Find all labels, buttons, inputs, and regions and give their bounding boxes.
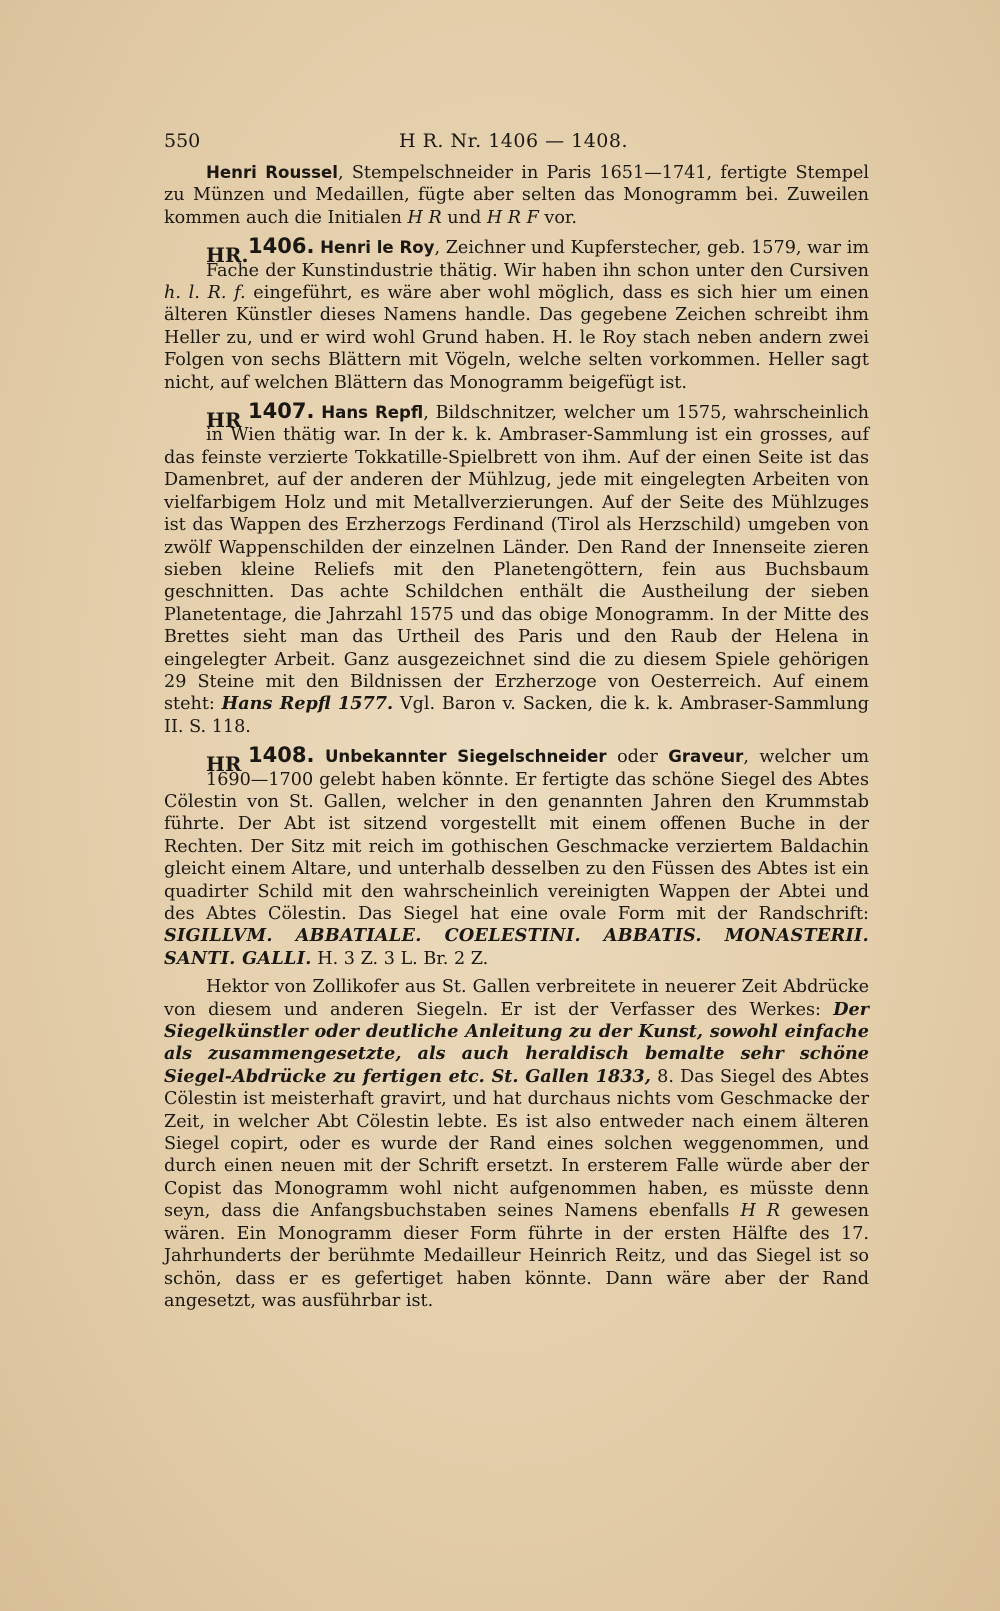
entry-number: 1407. (248, 399, 315, 424)
entry-number: 1406. (248, 234, 315, 259)
book-title: Der Siegelkünstler oder deutliche Anleitung zu der Kunst, sowohl einfache als zusammengesetzte, als auch heraldisch bemalte sehr schöne Siegel-Abdrücke zu fertigen etc. St. Gallen 1833, (164, 998, 869, 1087)
inscription: Hans Repfl 1577. (221, 693, 394, 715)
entry-1407: HR 1407. Hans Repfl, Bildschnitzer, welcher um 1575, wahrscheinlich in Wien thätig war. In der k. k. Ambraser-Sammlung ist ein grosses, auf das feinste verzierte Tokkatille-Spielbrett von ihm. Auf der einen Seite ist das Damenbret, auf der anderen der Mühlzug, jede mit eingelegten Arbeiten von vielfarbigem Holz und mit Metallverzierungen. Auf der Seite des Mühlzuges ist das Wappen des Erzherzogs Ferdinand (Tirol als Herzschild) umgeben von zwölf Wappenschilden der einzelnen Länder. Den Rand der Innenseite zieren sieben kleine Reliefs mit den Planetengöttern, fein aus Buchsbaum geschnitten. Das achte Schildchen enthält die Austheilung der sieben Planetentage, die Jahrzahl 1575 und das obige Monogramm. In der Mitte des Brettes sieht man das Urtheil des Paris und den Raub der Helena in eingelegter Arbeit. Ganz ausgezeichnet sind die zu diesem Spiele gehörigen 29 Steine mit den Bildnissen der Erzherzoge von Oesterreich. Auf einem steht: Hans Repfl 1577. Vgl. Baron v. Sacken, die k. k. Ambraser-Sammlung II. S. 118. (164, 399, 869, 737)
entry-number: 1408. (248, 743, 315, 768)
monogram-1408: HR (206, 752, 242, 777)
monogram-1407: HR (206, 408, 242, 433)
monogram-1406: HR. (206, 243, 249, 268)
seal-legend: SIGILLVM. ABBATIALE. COELESTINI. ABBATIS. MONASTERII. SANTI. GALLI. (164, 925, 869, 969)
entry-name: Henri Roussel (206, 163, 338, 182)
entry-name: Unbekannter Siegelschneider (324, 747, 607, 767)
running-title: H R. Nr. 1406 — 1408. (399, 130, 629, 152)
entry-1408: HR 1408. Unbekannter Siegelschneider oder Graveur, welcher um 1690—1700 gelebt haben könnte. Er fertigte das schöne Siegel des Abtes Cölestin von St. Gallen, welcher in den genannten Jahren den Krummstab führte. Der Abt ist sitzend vorgestellt mit einem offenen Buche in der Rechten. Der Sitz mit reich im gothischen Geschmacke verziertem Baldachin gleicht einem Altare, und unterhalb desselben zu den Füssen des Abtes ist ein quadirter Schild mit den wahrscheinlich vereinigten Wappen der Abtei und des Abtes Cölestin. Das Siegel hat eine ovale Form mit der Randschrift: SIGILLVM. ABBATIALE. COELESTINI. ABBATIS. MONASTERII. SANTI. GALLI. H. 3 Z. 3 L. Br. 2 Z. (164, 743, 869, 969)
entry-name: Hans Repfl (321, 403, 424, 423)
entry-henri-roussel: Henri Roussel, Stempelschneider in Paris 1651—1741, fertigte Stempel zu Münzen und Medaillen, fügte aber selten das Monogramm bei. Zuweilen kommen auch die Initialen H R und H R F vor. (164, 163, 869, 228)
entry-name: Henri le Roy (320, 238, 435, 258)
running-header (164, 130, 869, 162)
entry-1406: HR. 1406. Henri le Roy, Zeichner und Kupferstecher, geb. 1579, war im Fache der Kunstindustrie thätig. Wir haben ihn schon unter den Cursiven h. l. R. f. eingeführt, es wäre aber wohl möglich, dass es sich hier um einen älteren Künstler dieses Namens handle. Das gegebene Zeichen schreibt ihm Heller zu, und er wird wohl Grund haben. H. le Roy stach neben andern zwei Folgen von sechs Blättern mit Vögeln, welche selten vorkommen. Heller sagt nicht, auf welchen Blättern das Monogramm beigefügt ist. (164, 234, 870, 393)
page-number: 550 (164, 130, 201, 152)
paragraph-zollikofer: Hektor von Zollikofer aus St. Gallen verbreitete in neuerer Zeit Abdrücke von diesem und anderen Siegeln. Er ist der Verfasser des Werkes: Der Siegelkünstler oder deutliche Anleitung zu der Kunst, sowohl einfache als zusammengesetzte, als auch heraldisch bemalte sehr schöne Siegel-Abdrücke zu fertigen etc. St. Gallen 1833, 8. Das Siegel des Abtes Cölestin ist meisterhaft gravirt, und hat durchaus nichts vom Geschmacke der Zeit, in welcher Abt Cölestin lebte. Es ist also entweder nach einem älteren Siegel copirt, oder es wurde der Rand eines solchen weggenommen, und durch einen neuen mit der Schrift ersetzt. In ersterem Falle würde aber der Copist das Monogramm wohl nicht aufgenommen haben, es müsste denn seyn, dass die Anfangsbuchstaben seines Namens ebenfalls H R gewesen wären. Ein Monogramm dieser Form führte in der ersten Hälfte des 17. Jahrhunderts der berühmte Medailleur Heinrich Reitz, und das Siegel ist so schön, dass er es gefertiget haben könnte. Dann wäre aber der Rand angesetzt, was ausführbar ist. (164, 977, 870, 1311)
page-text (164, 130, 869, 1318)
